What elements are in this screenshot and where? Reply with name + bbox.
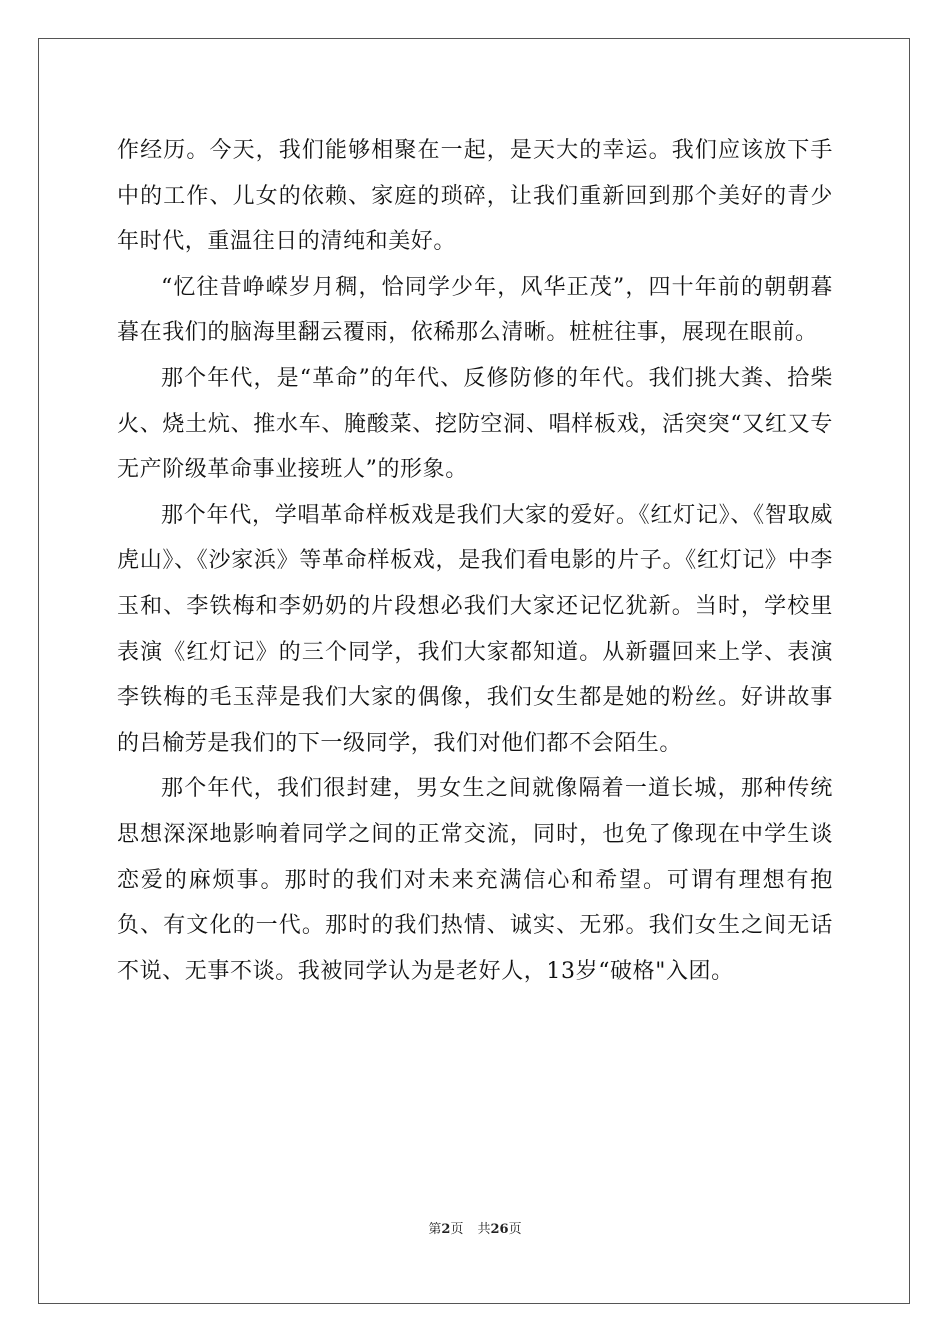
paragraph-2: “忆往昔峥嵘岁月稠，恰同学少年，风华正茂”，四十年前的朝朝暮暮在我们的脑海里翻云覆雨，依稀那么清晰。桩桩往事，展现在眼前。 xyxy=(117,274,833,346)
total-prefix: 共 xyxy=(477,1222,491,1237)
page-suffix: 页 xyxy=(450,1222,464,1237)
page-number: 2 xyxy=(441,1222,451,1237)
page-footer xyxy=(0,1218,950,1237)
paragraph-5: 那个年代，我们很封建，男女生之间就像隔着一道长城，那种传统思想深深地影响着同学之间的正常交流，同时，也免了像现在中学生谈恋爱的麻烦事。那时的我们对未来充满信心和希望。可谓有理想有抱负、有文化的一代。那时的我们热情、诚实、无邪。我们女生之间无话不说、无事不谈。我被同学认为是老好人，13岁“破格"入团。 xyxy=(117,776,833,984)
paragraph-3: 那个年代，是“革命”的年代、反修防修的年代。我们挑大粪、拾柴火、烧土炕、推水车、腌酸菜、挖防空洞、唱样板戏，活突突“又红又专无产阶级革命事业接班人”的形象。 xyxy=(117,365,833,483)
document-body xyxy=(117,128,833,994)
total-pages: 26 xyxy=(490,1222,509,1237)
page-prefix: 第 xyxy=(428,1222,442,1237)
total-suffix: 页 xyxy=(508,1222,522,1237)
paragraph-4: 那个年代，学唱革命样板戏是我们大家的爱好。《红灯记》、《智取威虎山》、《沙家浜》等革命样板戏，是我们看电影的片子。《红灯记》中李玉和、李铁梅和李奶奶的片段想必我们大家还记忆犹新。当时，学校里表演《红灯记》的三个同学，我们大家都知道。从新疆回来上学、表演李铁梅的毛玉萍是我们大家的偶像，我们女生都是她的粉丝。好讲故事的吕榆芳是我们的下一级同学，我们对他们都不会陌生。 xyxy=(117,502,833,756)
paragraph-1: 作经历。今天，我们能够相聚在一起，是天大的幸运。我们应该放下手中的工作、儿女的依赖、家庭的琐碎，让我们重新回到那个美好的青少年时代，重温往日的清纯和美好。 xyxy=(117,138,833,255)
